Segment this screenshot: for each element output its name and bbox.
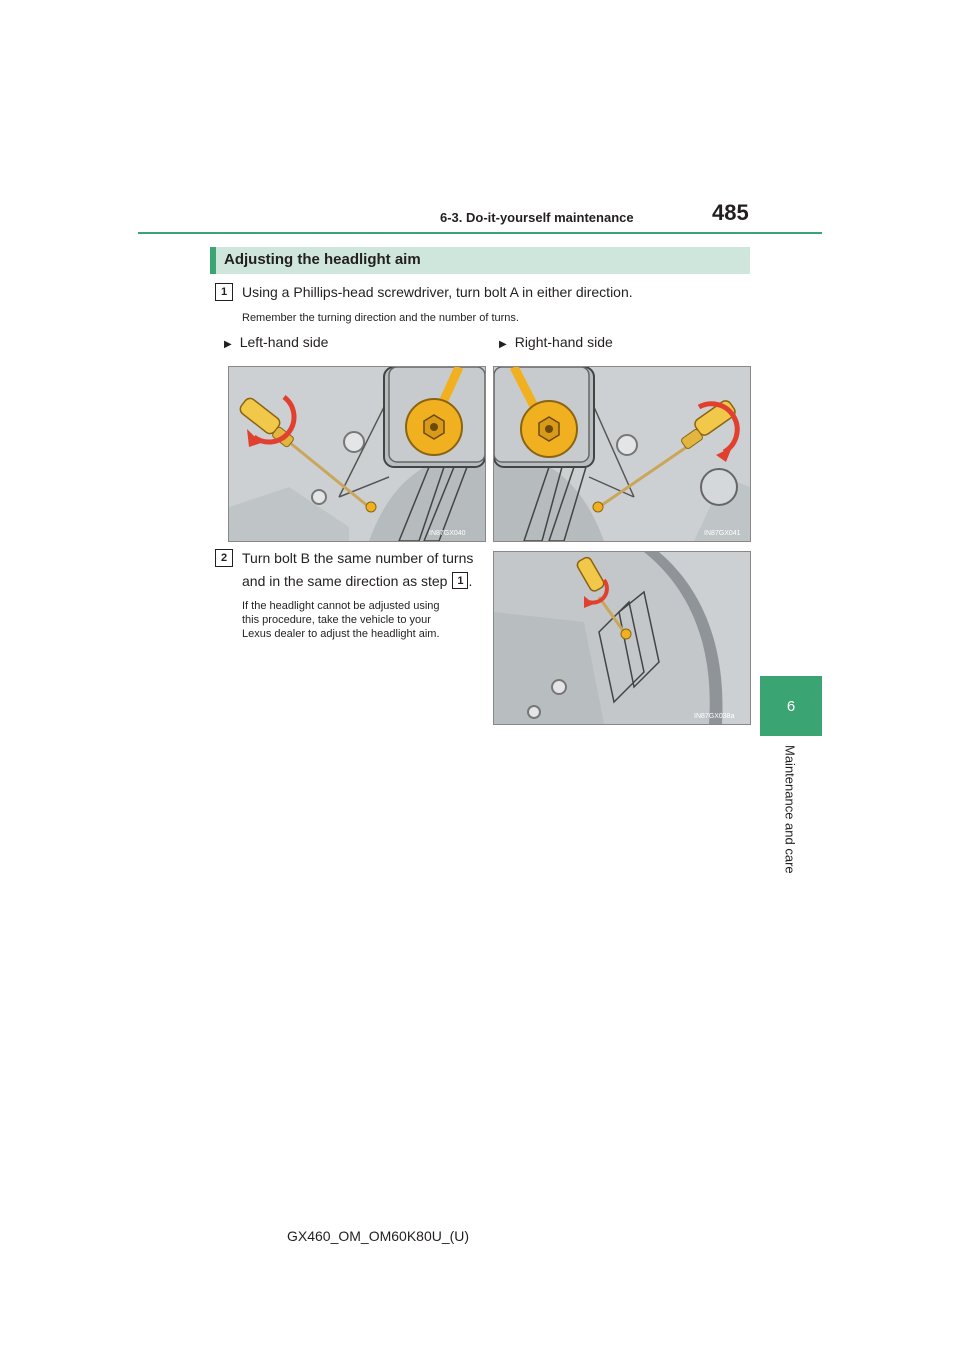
step-1-number: 1 xyxy=(215,283,233,301)
step-2-figure xyxy=(493,551,751,725)
right-hand-figure xyxy=(493,366,751,542)
step-2-figure-code: IN87GX038a xyxy=(694,713,735,720)
step-2-illustration xyxy=(494,552,750,724)
page-number: 485 xyxy=(712,200,749,225)
triangle-bullet-icon: ▶ xyxy=(224,339,232,350)
step-2-note-line: Lexus dealer to adjust the headlight aim. xyxy=(242,628,440,640)
right-hand-illustration xyxy=(494,367,750,541)
left-hand-caption-text: Left-hand side xyxy=(239,334,329,350)
left-hand-caption xyxy=(224,334,328,350)
step-2-number: 2 xyxy=(215,549,233,567)
left-hand-illustration xyxy=(229,367,485,541)
section-title: Adjusting the headlight aim xyxy=(224,251,421,268)
left-figure-code: IN87GX040 xyxy=(429,530,466,537)
document-code: GX460_OM_OM60K80U_(U) xyxy=(287,1228,470,1244)
section-heading xyxy=(210,247,750,274)
step-2-text-suffix: . xyxy=(468,572,473,589)
right-hand-caption-text: Right-hand side xyxy=(514,334,613,350)
step-2-text-line1: Turn bolt B the same number of turns xyxy=(242,550,474,566)
right-hand-caption xyxy=(499,334,613,350)
step-2-text-line2 xyxy=(242,572,472,589)
right-figure-code: IN87GX041 xyxy=(704,530,741,537)
triangle-bullet-icon: ▶ xyxy=(499,339,507,350)
step-2-note-line: this procedure, take the vehicle to your xyxy=(242,614,431,626)
step-1-text: Using a Phillips-head screwdriver, turn bolt A in either direction. xyxy=(242,284,633,300)
step-2-note-line: If the headlight cannot be adjusted using xyxy=(242,600,440,612)
step-2-note xyxy=(242,599,440,641)
left-hand-figure xyxy=(228,366,486,542)
step-2-text-prefix: and in the same direction as step xyxy=(242,572,448,589)
chapter-tab xyxy=(760,676,822,736)
running-header-section: 6-3. Do-it-yourself maintenance xyxy=(440,210,634,225)
step-ref-1: 1 xyxy=(452,572,468,589)
chapter-title-vertical xyxy=(735,745,845,895)
chapter-title: Maintenance and care xyxy=(782,745,798,874)
step-1-note: Remember the turning direction and the number of turns. xyxy=(242,312,519,324)
header-rule xyxy=(138,232,822,234)
section-heading-accent xyxy=(210,247,216,274)
chapter-number: 6 xyxy=(786,697,796,715)
